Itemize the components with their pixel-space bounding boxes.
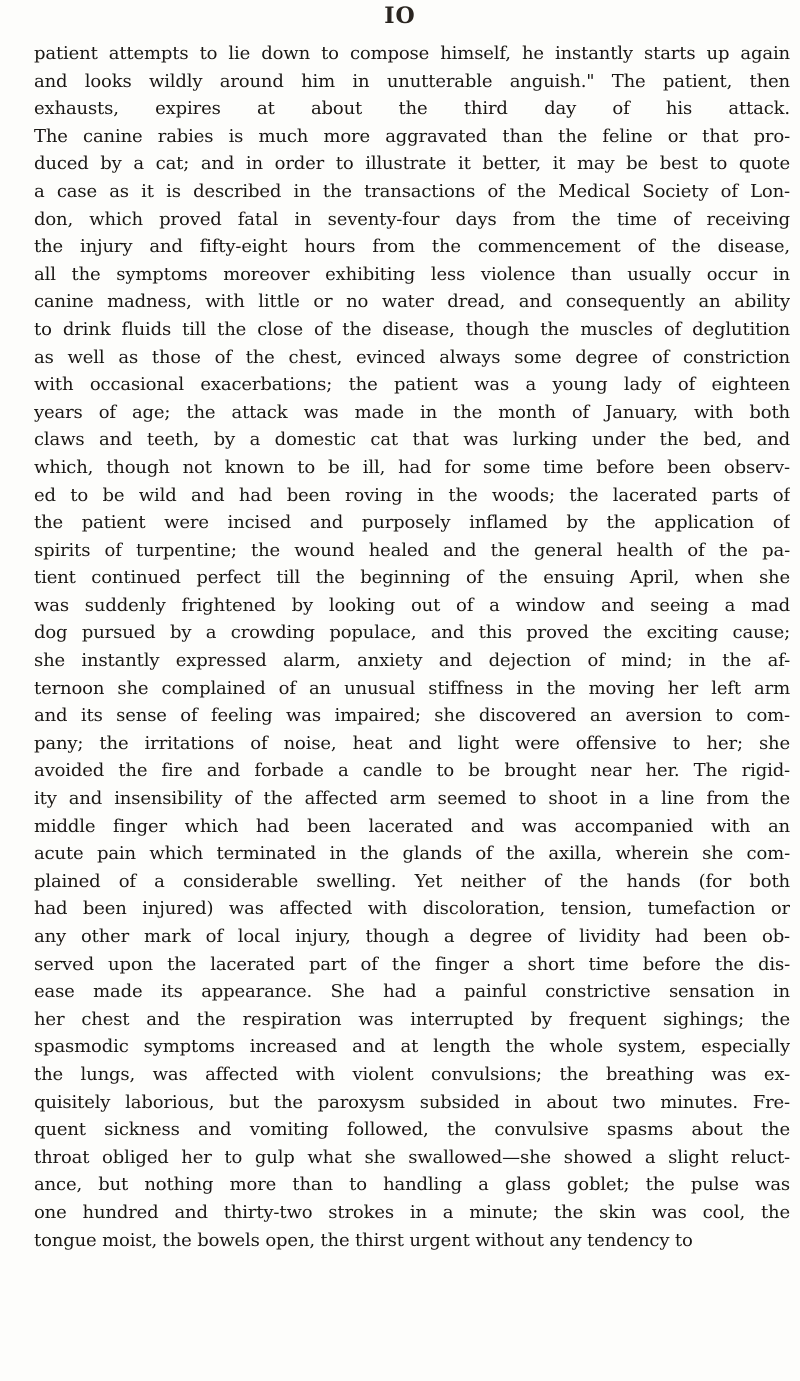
text-line: dog pursued by a crowding populace, and this proved the exciting cause; <box>34 622 790 644</box>
text-line: avoided the fire and forbade a candle to be brought near her. The rigid- <box>34 760 790 782</box>
text-line: ity and insensibility of the affected arm seemed to shoot in a line from the <box>34 788 790 810</box>
text-line: don, which proved fatal in seventy-four days from the time of receiving <box>34 208 790 230</box>
text-line: middle finger which had been lacerated and was accompanied with an <box>34 815 790 837</box>
text-line: duced by a cat; and in order to illustrate it better, it may be best to quote <box>34 153 790 175</box>
text-line: tongue moist, the bowels open, the thirst urgent without any tendency to <box>34 1229 693 1251</box>
text-line: to drink fluids till the close of the disease, though the muscles of deglutition <box>34 318 790 340</box>
text-line: her chest and the respiration was interrupted by frequent sighings; the <box>34 1008 790 1030</box>
text-line: tient continued perfect till the beginning of the ensuing April, when she <box>34 567 790 589</box>
text-line: and its sense of feeling was impaired; she discovered an aversion to com- <box>34 705 790 727</box>
text-line: ed to be wild and had been roving in the woods; the lacerated parts of <box>34 484 790 506</box>
text-line: a case as it is described in the transactions of the Medical Society of Lon- <box>34 180 790 202</box>
text-line: quisitely laborious, but the paroxysm subsided in about two minutes. Fre- <box>34 1091 790 1113</box>
text-line: plained of a considerable swelling. Yet neither of the hands (for both <box>34 870 790 892</box>
text-line: The canine rabies is much more aggravated than the feline or that pro- <box>34 125 790 147</box>
text-line: which, though not known to be ill, had for some time before been observ- <box>34 456 790 478</box>
text-line: ance, but nothing more than to handling a glass goblet; the pulse was <box>34 1174 790 1196</box>
text-line: patient attempts to lie down to compose himself, he instantly starts up again <box>34 43 790 64</box>
text-line: years of age; the attack was made in the month of January, with both <box>34 401 790 423</box>
text-line: ease made its appearance. She had a painful constrictive sensation in <box>34 981 790 1003</box>
text-line: ternoon she complained of an unusual stiffness in the moving her left arm <box>34 677 790 699</box>
text-line: and looks wildly around him in unutterable anguish." The patient, then <box>34 70 790 92</box>
text-line: served upon the lacerated part of the finger a short time before the dis- <box>34 953 790 975</box>
text-line: all the symptoms moreover exhibiting less violence than usually occur in <box>34 263 790 285</box>
text-line: she instantly expressed alarm, anxiety and dejection of mind; in the af- <box>34 650 790 672</box>
text-line: the lungs, was affected with violent convulsions; the breathing was ex- <box>34 1063 790 1085</box>
text-line: acute pain which terminated in the glands of the axilla, wherein she com- <box>34 843 790 865</box>
body-text <box>34 40 790 1254</box>
text-line: spasmodic symptoms increased and at length the whole system, especially <box>34 1036 790 1058</box>
text-line: pany; the irritations of noise, heat and light were offensive to her; she <box>34 732 790 754</box>
text-line: throat obliged her to gulp what she swallowed—she showed a slight reluct- <box>34 1146 790 1168</box>
text-line: as well as those of the chest, evinced always some degree of constriction <box>34 346 790 368</box>
text-line: spirits of turpentine; the wound healed and the general health of the pa- <box>34 539 790 561</box>
text-line: had been injured) was affected with discoloration, tension, tumefaction or <box>34 898 790 920</box>
text-line: one hundred and thirty-two strokes in a minute; the skin was cool, the <box>34 1201 790 1223</box>
text-line: canine madness, with little or no water dread, and consequently an ability <box>34 291 790 313</box>
text-line: any other mark of local injury, though a degree of lividity had been ob- <box>34 926 790 947</box>
page-number: IO <box>384 3 416 29</box>
text-line: the patient were incised and purposely inflamed by the application of <box>34 512 790 534</box>
text-line: claws and teeth, by a domestic cat that was lurking under the bed, and <box>34 429 790 451</box>
text-line: the injury and fifty-eight hours from the commencement of the disease, <box>34 236 790 258</box>
text-line: quent sickness and vomiting followed, the convulsive spasms about the <box>34 1119 790 1141</box>
text-line: was suddenly frightened by looking out of a window and seeing a mad <box>34 594 790 616</box>
text-line: with occasional exacerbations; the patient was a young lady of eighteen <box>34 374 790 396</box>
text-line: exhausts, expires at about the third day of his attack. <box>34 98 790 120</box>
